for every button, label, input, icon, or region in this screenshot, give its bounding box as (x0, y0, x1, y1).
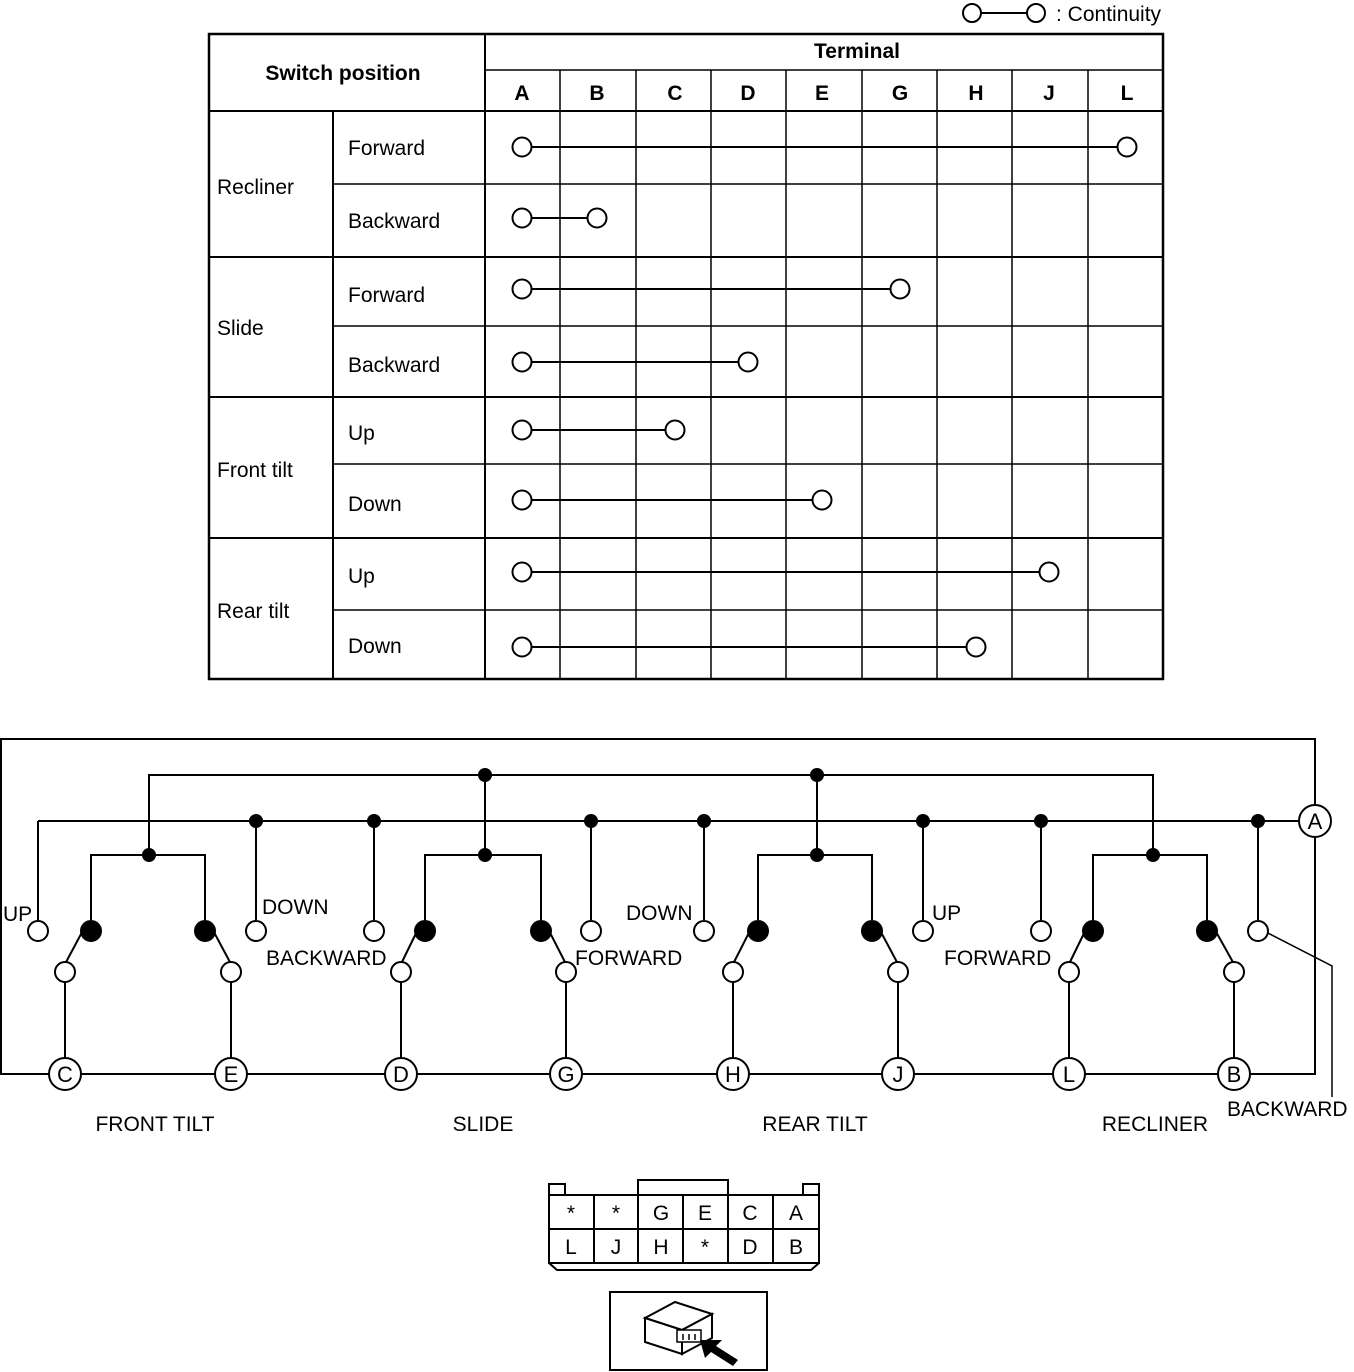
pin-bottom-1: L (565, 1236, 577, 1259)
pin-bottom-5: D (742, 1236, 758, 1259)
svg-text:D: D (393, 1062, 409, 1087)
terminal-header-h: H (968, 82, 984, 105)
label-slide-forward: FORWARD (575, 947, 683, 970)
pin-top-2: * (611, 1202, 621, 1225)
terminal-d-node (385, 1058, 417, 1090)
upper-bus-wire (149, 775, 1153, 855)
connector-face (549, 1180, 819, 1270)
continuity-point-recliner-forward-l (1118, 138, 1137, 157)
label-slide-backward: BACKWARD (266, 947, 387, 970)
pin-bottom-4: * (700, 1236, 710, 1259)
label-recliner-forward: FORWARD (944, 947, 1052, 970)
label-recliner: RECLINER (1101, 1113, 1209, 1136)
pin-bottom-3: H (653, 1236, 669, 1259)
label-rear-tilt-down: DOWN (626, 902, 693, 925)
switch-position-header: Switch position (265, 62, 421, 85)
position-slide-forward: Forward (348, 284, 426, 307)
group-slide: Slide (217, 317, 264, 340)
terminal-header-g: G (891, 82, 909, 105)
position-recliner-backward: Backward (348, 210, 441, 233)
pin-top-6: A (788, 1202, 804, 1225)
position-recliner-forward: Forward (348, 137, 426, 160)
continuity-point-front-tilt-down-e (813, 491, 832, 510)
connector-pin-labels (565, 1202, 803, 1259)
legend-open-circle-left (963, 4, 981, 22)
terminal-column-headers (514, 82, 1133, 105)
continuity-point-rear-tilt-up-a (513, 563, 532, 582)
pin-bottom-6: B (788, 1236, 804, 1259)
position-rear-tilt-down: Down (348, 635, 402, 658)
terminal-c-node (49, 1058, 81, 1090)
continuity-point-slide-forward-a (513, 280, 532, 299)
svg-text:L: L (1062, 1062, 1076, 1087)
position-rear-tilt-up: Up (348, 565, 375, 588)
terminal-h-node (717, 1058, 749, 1090)
terminal-l-node (1053, 1058, 1085, 1090)
svg-text:E: E (223, 1062, 239, 1087)
pin-top-4: E (697, 1202, 713, 1225)
terminal-b-node (1218, 1058, 1250, 1090)
pin-bottom-2: J (610, 1236, 622, 1259)
backward-leader-line (1262, 930, 1332, 1097)
continuity-point-recliner-forward-a (513, 138, 532, 157)
continuity-point-front-tilt-down-a (513, 491, 532, 510)
legend-open-circle-right (1027, 4, 1045, 22)
terminal-header-d: D (740, 82, 756, 105)
label-front-tilt: FRONT TILT (95, 1113, 215, 1136)
continuity-point-front-tilt-up-a (513, 421, 532, 440)
svg-text:J: J (892, 1062, 904, 1087)
terminal-a-label: A (1307, 809, 1323, 834)
group-recliner: Recliner (217, 176, 295, 199)
svg-text:C: C (57, 1062, 73, 1087)
terminal-e-node (215, 1058, 247, 1090)
terminal-header-c: C (667, 82, 683, 105)
terminal-header-a: A (514, 82, 530, 105)
label-front-tilt-up: UP (3, 903, 33, 926)
terminal-header-j: J (1043, 82, 1055, 105)
position-front-tilt-up: Up (348, 422, 375, 445)
svg-text:H: H (725, 1062, 741, 1087)
position-front-tilt-down: Down (348, 493, 402, 516)
svg-text:B: B (1226, 1062, 1242, 1087)
connector-view-icon (610, 1292, 767, 1370)
legend-text: : Continuity (1056, 3, 1162, 26)
legend (963, 3, 1162, 26)
pin-top-3: G (652, 1202, 670, 1225)
terminal-g-node (550, 1058, 582, 1090)
continuity-point-recliner-backward-b (588, 209, 607, 228)
continuity-point-rear-tilt-up-j (1040, 563, 1059, 582)
label-rear-tilt-up: UP (932, 902, 962, 925)
continuity-point-rear-tilt-down-a (513, 638, 532, 657)
continuity-point-slide-backward-d (739, 353, 758, 372)
terminal-header: Terminal (814, 40, 900, 63)
continuity-point-slide-backward-a (513, 353, 532, 372)
pin-top-5: C (742, 1202, 758, 1225)
label-rear-tilt: REAR TILT (762, 1113, 868, 1136)
position-slide-backward: Backward (348, 354, 441, 377)
terminal-a-node (1299, 805, 1331, 837)
continuity-point-recliner-backward-a (513, 209, 532, 228)
svg-text:G: G (557, 1062, 575, 1087)
continuity-point-front-tilt-up-c (666, 421, 685, 440)
continuity-point-rear-tilt-down-h (967, 638, 986, 657)
terminal-header-b: B (589, 82, 605, 105)
label-slide: SLIDE (452, 1113, 514, 1136)
label-recliner-backward: BACKWARD (1227, 1098, 1348, 1121)
terminal-header-e: E (814, 82, 830, 105)
label-front-tilt-down: DOWN (262, 896, 329, 919)
group-rear-tilt: Rear tilt (217, 600, 290, 623)
continuity-point-slide-forward-g (891, 280, 910, 299)
terminal-j-node (882, 1058, 914, 1090)
terminal-header-l: L (1120, 82, 1134, 105)
pin-top-1: * (566, 1202, 576, 1225)
group-front-tilt: Front tilt (217, 459, 293, 482)
switch-group-labels (95, 1113, 1208, 1136)
